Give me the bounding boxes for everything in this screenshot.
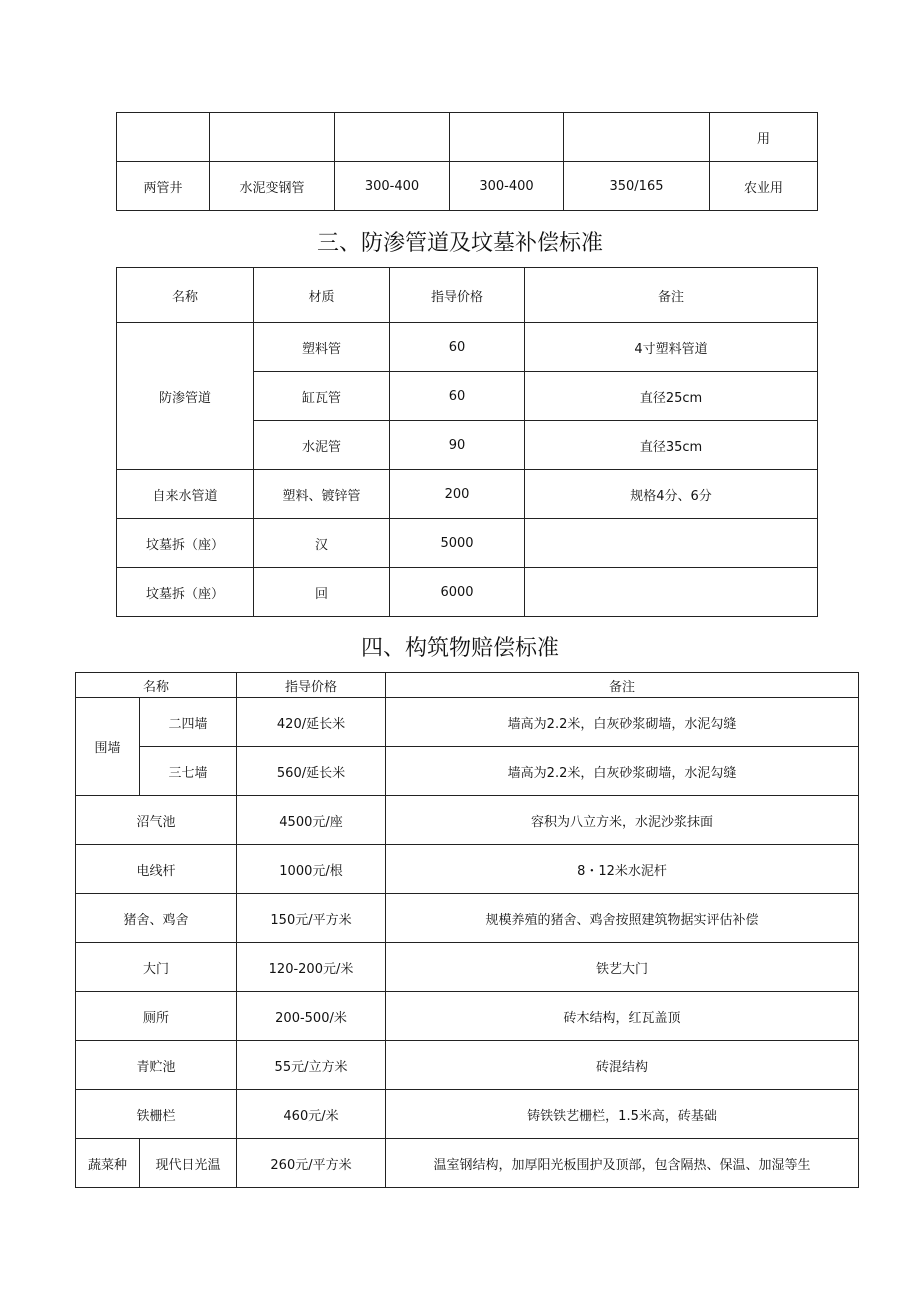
- note-cell: 墙高为2.2米，白灰砂浆砌墙，水泥勾缝: [386, 698, 859, 747]
- table-row: [76, 698, 859, 747]
- header-price: 指导价格: [390, 268, 525, 323]
- section3-title: 三、防渗管道及坟墓补偿标准: [316, 231, 603, 256]
- price-cell: 55元/立方米: [237, 1041, 386, 1090]
- price-cell: 90: [390, 421, 525, 470]
- note-cell: 8・12米水泥杆: [386, 845, 859, 894]
- note-cell: 直径35cm: [525, 421, 818, 470]
- table-row: [76, 796, 859, 845]
- table-cell: [210, 113, 335, 162]
- price-cell: 200-500/米: [237, 992, 386, 1041]
- name-cell: 厕所: [76, 992, 237, 1041]
- sub-name-cell: 三七墙: [140, 747, 237, 796]
- note-cell: 规格4分、6分: [525, 470, 818, 519]
- name-cell: 铁栅栏: [76, 1090, 237, 1139]
- name-cell: 青贮池: [76, 1041, 237, 1090]
- table-cell: 农业用: [710, 162, 818, 211]
- table-row: [76, 1041, 859, 1090]
- note-cell: 容积为八立方米，水泥沙浆抹面: [386, 796, 859, 845]
- material-cell: 塑料管: [254, 323, 390, 372]
- table-cell: [335, 113, 450, 162]
- table-row: [117, 519, 818, 568]
- table-cell: 300-400: [450, 162, 564, 211]
- price-cell: 60: [390, 323, 525, 372]
- table-cell: [117, 113, 210, 162]
- table-row: [76, 894, 859, 943]
- name-cell: 大门: [76, 943, 237, 992]
- note-cell: 直径25cm: [525, 372, 818, 421]
- material-cell: 水泥管: [254, 421, 390, 470]
- material-cell: 汉: [254, 519, 390, 568]
- name-cell: 猪舍、鸡舍: [76, 894, 237, 943]
- table-cell: 用: [710, 113, 818, 162]
- material-cell: 缸瓦管: [254, 372, 390, 421]
- table-row: [117, 162, 818, 211]
- table-cell: 300-400: [335, 162, 450, 211]
- table-row: [76, 943, 859, 992]
- price-cell: 60: [390, 372, 525, 421]
- note-cell: 规模养殖的猪舍、鸡舍按照建筑物据实评估补偿: [386, 894, 859, 943]
- header-name: 名称: [76, 673, 237, 698]
- sub-name-cell: 现代日光温: [140, 1139, 237, 1188]
- price-cell: 6000: [390, 568, 525, 617]
- table-row: [117, 323, 818, 372]
- section4-title: 四、构筑物赔偿标准: [360, 636, 559, 661]
- name-cell: 电线杆: [76, 845, 237, 894]
- price-cell: 260元/平方米: [237, 1139, 386, 1188]
- table-row: [117, 470, 818, 519]
- header-price: 指导价格: [237, 673, 386, 698]
- note-cell: 铁艺大门: [386, 943, 859, 992]
- header-name: 名称: [117, 268, 254, 323]
- pipe-grave-table: [116, 267, 818, 617]
- table-row: [76, 992, 859, 1041]
- price-cell: 120-200元/米: [237, 943, 386, 992]
- table-row: [117, 568, 818, 617]
- note-cell: 砖混结构: [386, 1041, 859, 1090]
- price-cell: 200: [390, 470, 525, 519]
- table-row: [76, 845, 859, 894]
- price-cell: 4500元/座: [237, 796, 386, 845]
- wall-name: 围墙: [76, 698, 140, 796]
- table-cell: 350/165: [564, 162, 710, 211]
- note-cell: 4寸塑料管道: [525, 323, 818, 372]
- price-cell: 150元/平方米: [237, 894, 386, 943]
- note-cell: 铸铁铁艺栅栏，1.5米高，砖基础: [386, 1090, 859, 1139]
- table-cell: [564, 113, 710, 162]
- price-cell: 560/延长米: [237, 747, 386, 796]
- table-row: [76, 1139, 859, 1188]
- price-cell: 420/延长米: [237, 698, 386, 747]
- material-cell: 回: [254, 568, 390, 617]
- header-note: 备注: [386, 673, 859, 698]
- top-table: [116, 112, 818, 211]
- table-cell: 两管井: [117, 162, 210, 211]
- table-header-row: [117, 268, 818, 323]
- material-cell: 塑料、镀锌管: [254, 470, 390, 519]
- header-note: 备注: [525, 268, 818, 323]
- group-name: 防渗管道: [117, 323, 254, 470]
- name-cell: 沼气池: [76, 796, 237, 845]
- table-row: [76, 747, 859, 796]
- table-cell: 水泥变钢管: [210, 162, 335, 211]
- note-cell: 墙高为2.2米，白灰砂浆砌墙，水泥勾缝: [386, 747, 859, 796]
- header-material: 材质: [254, 268, 390, 323]
- table-row: [76, 1090, 859, 1139]
- sub-name-cell: 二四墙: [140, 698, 237, 747]
- name-cell: 蔬菜种: [76, 1139, 140, 1188]
- price-cell: 1000元/根: [237, 845, 386, 894]
- name-cell: 坟墓拆（座）: [117, 568, 254, 617]
- price-cell: 460元/米: [237, 1090, 386, 1139]
- note-cell: [525, 568, 818, 617]
- note-cell: [525, 519, 818, 568]
- table-header-row: [76, 673, 859, 698]
- table-row: [117, 113, 818, 162]
- name-cell: 自来水管道: [117, 470, 254, 519]
- structure-table: [75, 672, 859, 1188]
- price-cell: 5000: [390, 519, 525, 568]
- name-cell: 坟墓拆（座）: [117, 519, 254, 568]
- note-cell: 温室钢结构，加厚阳光板围护及顶部，包含隔热、保温、加湿等生: [386, 1139, 859, 1188]
- note-cell: 砖木结构，红瓦盖顶: [386, 992, 859, 1041]
- table-cell: [450, 113, 564, 162]
